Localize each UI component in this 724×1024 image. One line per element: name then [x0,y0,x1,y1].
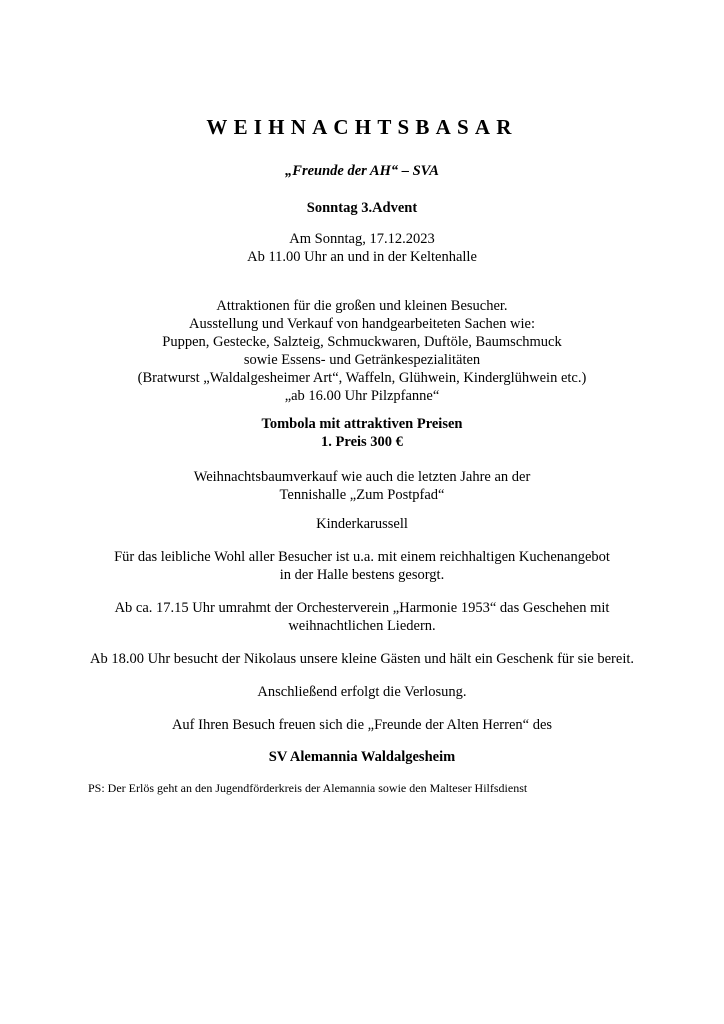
food-line: Für das leibliche Wohl aller Besucher ist u.a. mit einem reichhaltigen Kuchenangebot [114,549,610,565]
organizer-line: „Freunde der AH“ – SVA [285,163,439,179]
raffle-line: Anschließend erfolgt die Verlosung. [257,684,467,700]
tree-sale-line: Tennishalle „Zum Postpfad“ [279,487,445,503]
date-line: Am Sonntag, 17.12.2023 [289,231,435,247]
prize-line: 1. Preis 300 € [321,434,403,450]
club-name: SV Alemannia Waldalgesheim [268,749,456,765]
tree-sale-block [0,468,724,504]
occasion-line: Sonntag 3.Advent [306,200,418,216]
document-title: WEIHNACHTSBASAR [206,115,518,139]
food-block [0,548,724,584]
tree-sale-line: Weihnachtsbaumverkauf wie auch die letzten Jahre an der [193,469,531,485]
carousel-line: Kinderkarussell [316,516,408,532]
attractions-line: „ab 16.00 Uhr Pilzpfanne“ [284,388,440,404]
tombola-line: Tombola mit attraktiven Preisen [261,416,463,432]
food-line: in der Halle bestens gesorgt. [279,567,445,583]
nikolaus-line: Ab 18.00 Uhr besucht der Nikolaus unsere kleine Gästen und hält ein Geschenk für sie bereit. [90,651,634,667]
attractions-line: Attraktionen für die großen und kleinen Besucher. [216,298,508,314]
orchestra-line: weihnachtlichen Liedern. [288,618,436,634]
date-block [0,230,724,266]
attractions-line: sowie Essens- und Getränkespezialitäten [243,352,481,368]
attractions-line: Puppen, Gestecke, Salzteig, Schmuckwaren, Duftöle, Baumschmuck [162,334,562,350]
attractions-block [0,297,724,405]
orchestra-line: Ab ca. 17.15 Uhr umrahmt der Orchesterverein „Harmonie 1953“ das Geschehen mit [114,600,610,616]
invitation-line: Auf Ihren Besuch freuen sich die „Freunde der Alten Herren“ des [171,717,553,733]
postscript: PS: Der Erlös geht an den Jugendförderkreis der Alemannia sowie den Malteser Hilfsdienst [88,781,528,795]
time-location-line: Ab 11.00 Uhr an und in der Keltenhalle [247,249,477,265]
attractions-line: Ausstellung und Verkauf von handgearbeiteten Sachen wie: [188,316,536,332]
attractions-line: (Bratwurst „Waldalgesheimer Art“, Waffeln, Glühwein, Kinderglühwein etc.) [137,370,587,386]
orchestra-block [0,599,724,635]
tombola-block [0,415,724,451]
